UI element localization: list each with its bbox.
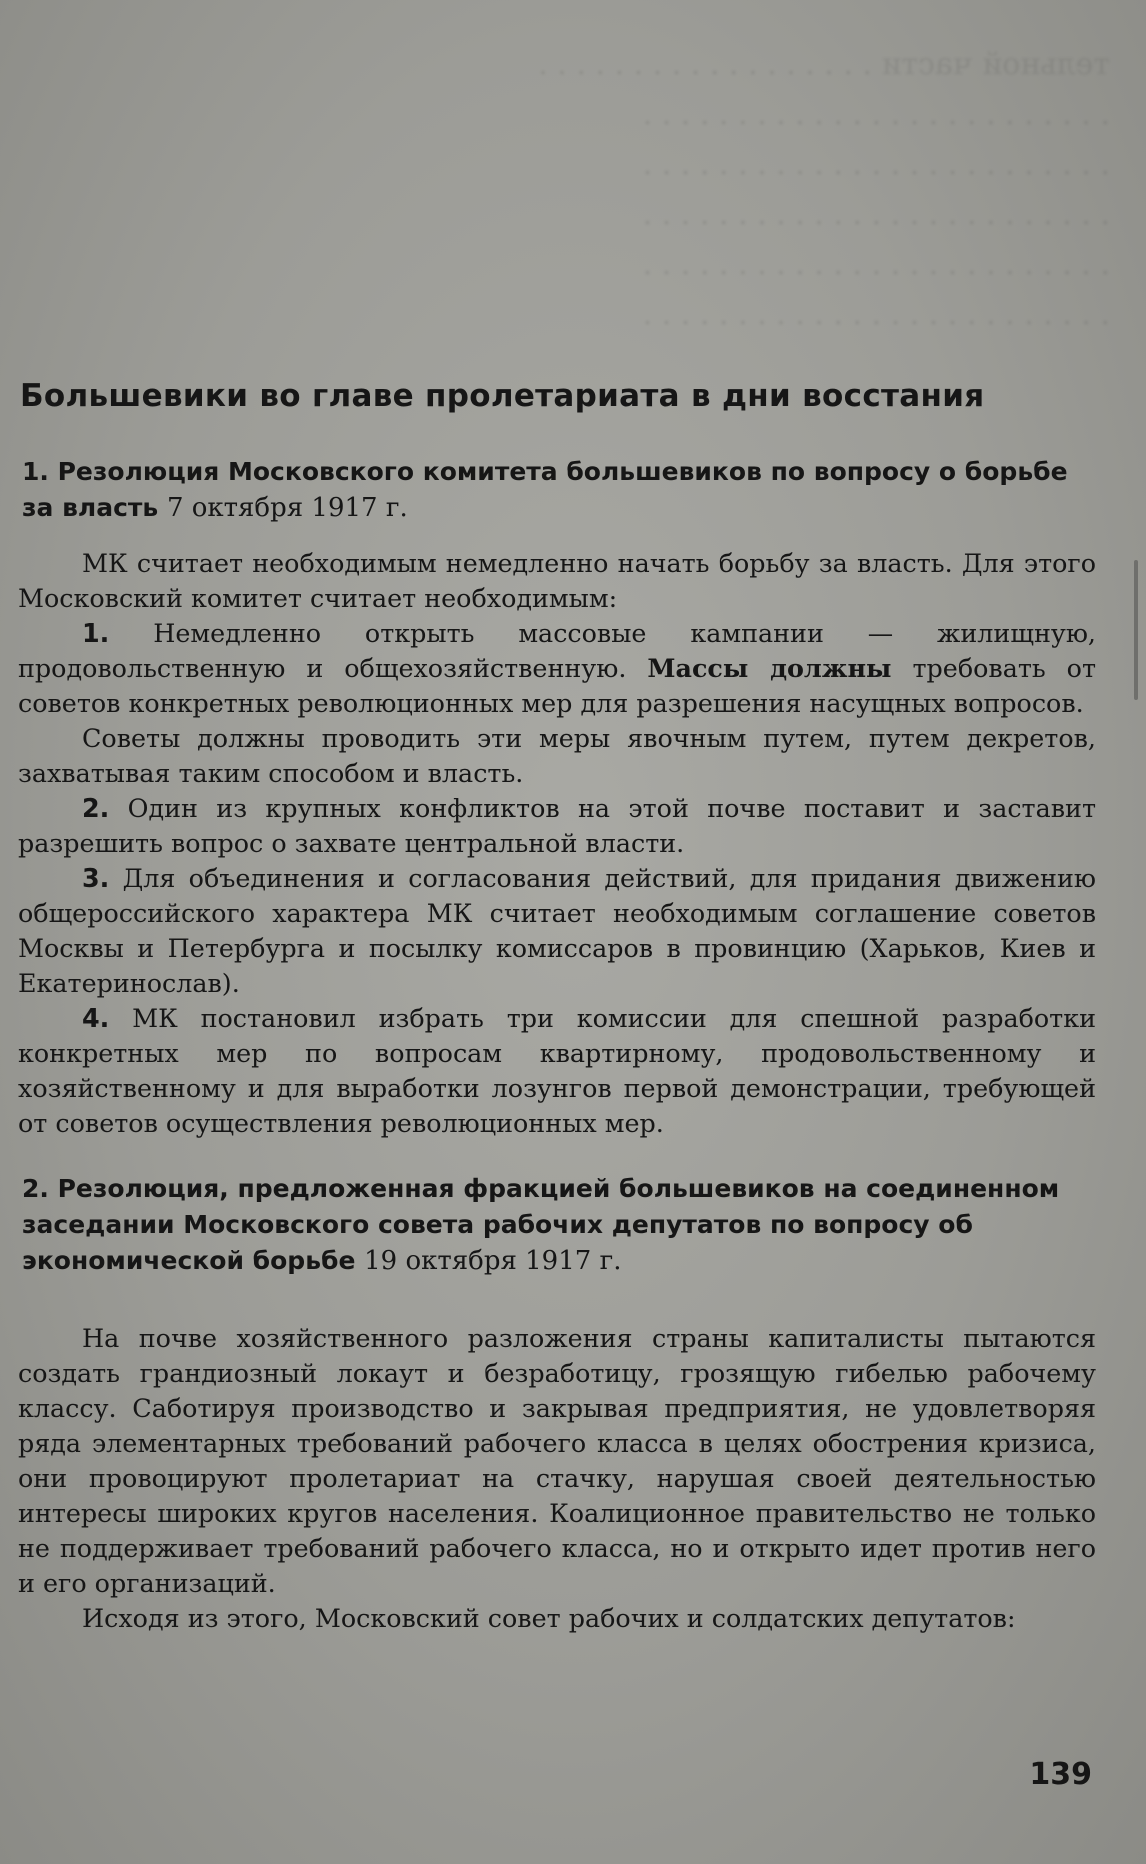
paragraph-text: На почве хозяйственного разложения страны капиталисты пытаются создать грандиозный локаут и безработицу, грозящую гибелью рабочему классу. Саботируя производство и закрывая предприятия, не удовлетворяя ряда элементарных требований рабочего класса в целях обострения кризиса, они провоцируют пролетариат на стачку, нарушая своей деятельностью интересы широких кругов населения. Коалиционное правительство не только не поддерживает требований рабочего класса, но и открыто идет против него и его организаций. [18, 1323, 1096, 1598]
paragraph-number: 1. [82, 618, 110, 648]
paragraph [18, 1321, 1096, 1601]
paragraph-number: 4. [82, 1003, 110, 1033]
paragraph [18, 616, 1096, 721]
paragraph-text: Немедленно открыть массовые кампании — жилищную, продовольственную и общехозяйственную. [18, 618, 1096, 683]
page-number: 139 [1029, 1757, 1092, 1792]
paragraph-text: Исходя из этого, Московский совет рабочих и солдатских депутатов: [82, 1603, 1016, 1633]
paragraph-number: 3. [82, 863, 110, 893]
chapter-title: Большевики во главе пролетариата в дни восстания [20, 378, 985, 414]
bleed-through-text: тельной части . . . . . . . . . . . . . . . . . . . . . . . . . . . . . . . . . . . . . . . . . . . . . . . . . . . . . . . . . . . . . . . . . . . . . . . . . . . . . . . . . . . . . . . . . . . . . . . . . . . . . . . . . . . . . . . . . . . . . . . . . . . . . . . . . . . . . . . . . . . . . . . [538, 47, 1110, 332]
paragraph-text: Советы должны проводить эти меры явочным путем, путем декретов, захватывая таким способом и власть. [18, 723, 1096, 788]
page-edge-mark [1134, 560, 1138, 700]
paragraph [18, 721, 1096, 791]
section-2-heading-text: 2. Резолюция, предложенная фракцией большевиков на соединенном заседании Московского совета рабочих депутатов по вопросу об экономической борьбе [22, 1174, 1060, 1275]
paragraph-number: 2. [82, 793, 110, 823]
paragraph [18, 861, 1096, 1001]
paragraph-text: МК считает необходимым немедленно начать борьбу за власть. Для этого Московский комитет считает необходимым: [18, 548, 1096, 613]
section-2-date: 19 октября 1917 г. [364, 1246, 622, 1276]
paragraph-text: требовать от советов конкретных революционных мер для разрешения насущных вопросов. [18, 653, 1097, 718]
page-content [18, 378, 1096, 1636]
section-1-heading [22, 454, 1096, 526]
paragraph-bold-text: Массы должны [647, 653, 892, 683]
paragraph-text: Для объединения и согласования действий, для придания движению общероссийского характера МК считает необходимым соглашение советов Москвы и Петербурга и посылку комиссаров в провинцию (Харьков, Киев и Екатеринослав). [18, 863, 1096, 998]
paragraph-text: Один из крупных конфликтов на этой почве поставит и заставит разрешить вопрос о захвате центральной власти. [18, 793, 1096, 858]
paragraph-text: МК постановил избрать три комиссии для спешной разработки конкретных мер по вопросам квартирному, продовольственному и хозяйственному и для выработки лозунгов первой демонстрации, требующей от советов осуществления революционных мер. [18, 1003, 1096, 1138]
section-2-heading [22, 1171, 1096, 1279]
paragraph [18, 1601, 1096, 1636]
paragraph [18, 791, 1096, 861]
section-1-heading-text: 1. Резолюция Московского комитета большевиков по вопросу о борьбе за власть [22, 457, 1068, 522]
paragraph [18, 546, 1096, 616]
section-1-date: 7 октября 1917 г. [166, 493, 408, 523]
paragraph [18, 1001, 1096, 1141]
